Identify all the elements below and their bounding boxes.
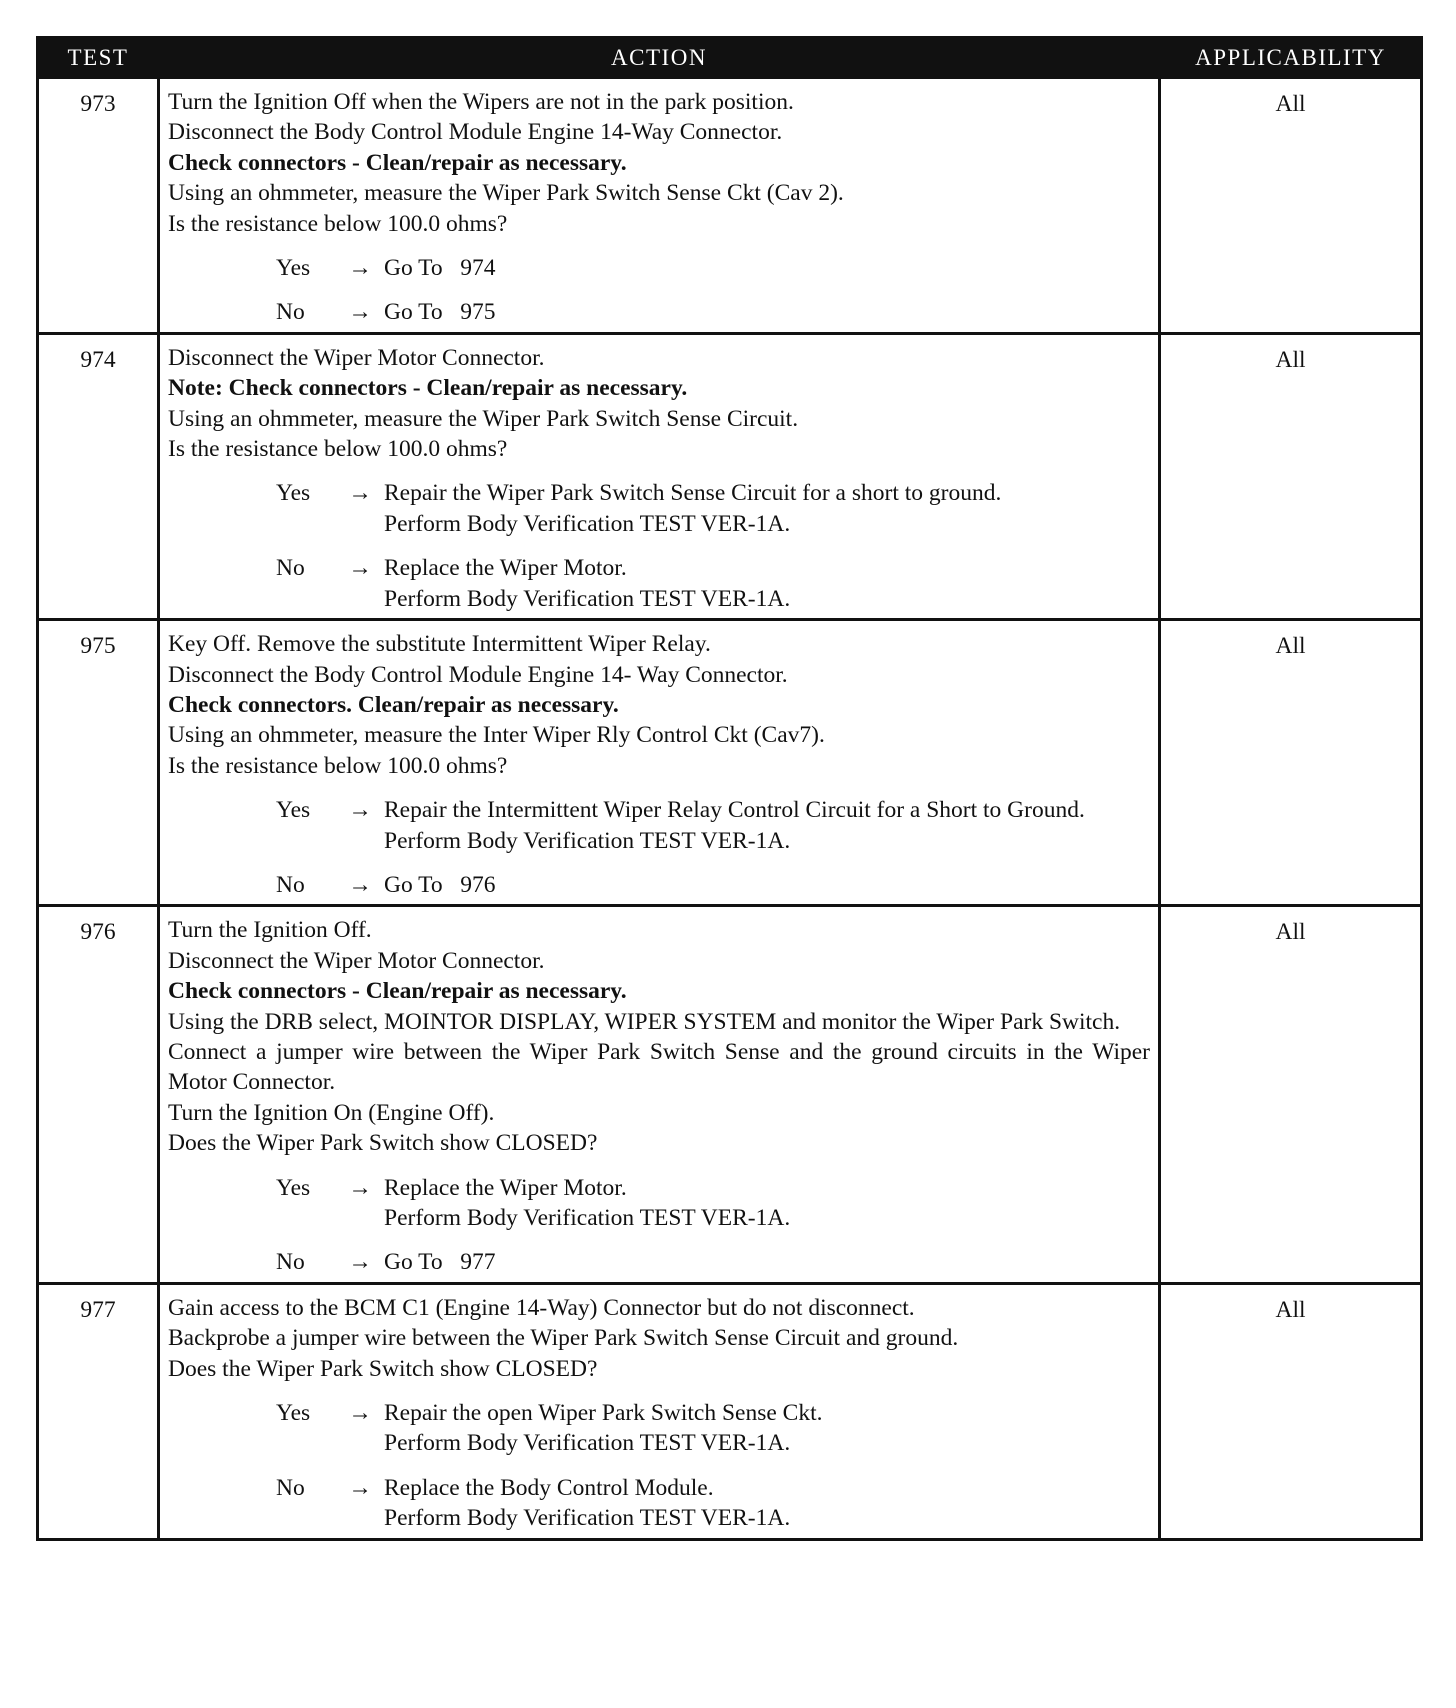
- answer-label: Yes: [276, 797, 311, 824]
- result-line: Replace the Wiper Motor.: [384, 555, 627, 582]
- outcome-result: [384, 253, 1150, 283]
- goto-link: Go To 975: [384, 299, 496, 326]
- arrow-right-icon: →: [348, 1400, 372, 1427]
- test-number: 974: [38, 333, 159, 619]
- table-row: [38, 333, 1422, 619]
- action-step: Is the resistance below 100.0 ohms?: [168, 752, 508, 779]
- action-step: Turn the Ignition Off.: [168, 917, 372, 944]
- outcome-no: [168, 553, 1150, 614]
- result-line: Repair the Intermittent Wiper Relay Control Circuit for a Short to Ground.: [384, 797, 1085, 824]
- outcome-yes: [168, 1173, 1150, 1234]
- outcomes: [168, 1173, 1150, 1278]
- action-instructions: [168, 1293, 1150, 1384]
- action-step: Turn the Ignition On (Engine Off).: [168, 1099, 495, 1126]
- action-step: Key Off. Remove the substitute Intermittent Wiper Relay.: [168, 631, 711, 658]
- diagnostic-test-table: [36, 36, 1423, 1541]
- outcome-yes: [168, 795, 1150, 856]
- table-row: [38, 620, 1422, 906]
- test-number: 975: [38, 620, 159, 906]
- action-step: Does the Wiper Park Switch show CLOSED?: [168, 1130, 598, 1157]
- outcome-no: [168, 1473, 1150, 1534]
- action-cell: [159, 1283, 1160, 1539]
- outcome-yes: [168, 253, 1150, 283]
- action-step: Is the resistance below 100.0 ohms?: [168, 436, 508, 463]
- action-step: Does the Wiper Park Switch show CLOSED?: [168, 1355, 598, 1382]
- action-step: Disconnect the Wiper Motor Connector.: [168, 947, 545, 974]
- answer-label: Yes: [276, 1174, 311, 1201]
- goto-link: Go To 976: [384, 871, 496, 898]
- test-number: 976: [38, 906, 159, 1283]
- action-instructions: [168, 87, 1150, 239]
- applicability-value: All: [1160, 620, 1422, 906]
- outcome-result: [384, 795, 1150, 856]
- applicability-value: All: [1160, 333, 1422, 619]
- table-body: [38, 78, 1422, 1540]
- action-step: Using an ohmmeter, measure the Wiper Park Switch Sense Ckt (Cav 2).: [168, 180, 844, 207]
- answer-label: No: [276, 299, 305, 326]
- table-header-row: [38, 38, 1422, 78]
- outcomes: [168, 253, 1150, 328]
- test-number: 973: [38, 78, 159, 334]
- outcomes: [168, 478, 1150, 614]
- table-row: [38, 1283, 1422, 1539]
- result-line: Perform Body Verification TEST VER-1A.: [384, 1430, 791, 1457]
- outcome-result: [384, 297, 1150, 327]
- test-number: 977: [38, 1283, 159, 1539]
- result-line: Perform Body Verification TEST VER-1A.: [384, 510, 791, 537]
- result-line: Repair the open Wiper Park Switch Sense Ckt.: [384, 1400, 823, 1427]
- answer-label: No: [276, 555, 305, 582]
- applicability-value: All: [1160, 906, 1422, 1283]
- header-action: ACTION: [159, 38, 1160, 78]
- outcome-result: [384, 1473, 1150, 1534]
- applicability-value: All: [1160, 78, 1422, 334]
- action-note: Note: Check connectors - Clean/repair as necessary.: [168, 375, 688, 402]
- goto-link: Go To 974: [384, 255, 496, 282]
- result-line: Perform Body Verification TEST VER-1A.: [384, 1505, 791, 1532]
- outcome-result: [384, 870, 1150, 900]
- result-line: Perform Body Verification TEST VER-1A.: [384, 1205, 791, 1231]
- arrow-right-icon: →: [348, 255, 372, 282]
- arrow-right-icon: →: [348, 555, 372, 582]
- outcome-result: [384, 1398, 1150, 1459]
- action-cell: [159, 906, 1160, 1283]
- action-step: Disconnect the Body Control Module Engine 14- Way Connector.: [168, 661, 788, 688]
- action-instructions: [168, 629, 1150, 781]
- action-cell: [159, 620, 1160, 906]
- arrow-right-icon: →: [348, 1249, 372, 1276]
- outcome-no: [168, 870, 1150, 900]
- action-cell: [159, 78, 1160, 334]
- applicability-value: All: [1160, 1283, 1422, 1539]
- arrow-right-icon: →: [348, 1174, 372, 1201]
- outcome-no: [168, 297, 1150, 327]
- result-line: Repair the Wiper Park Switch Sense Circuit for a short to ground.: [384, 480, 1002, 507]
- action-step: Using an ohmmeter, measure the Inter Wiper Rly Control Ckt (Cav7).: [168, 722, 825, 749]
- answer-label: Yes: [276, 255, 311, 282]
- action-step: Is the resistance below 100.0 ohms?: [168, 210, 508, 237]
- table-row: [38, 906, 1422, 1283]
- action-step: Disconnect the Body Control Module Engine 14-Way Connector.: [168, 119, 783, 146]
- action-step: Turn the Ignition Off when the Wipers are not in the park position.: [168, 89, 794, 115]
- action-instructions: [168, 343, 1150, 465]
- outcome-yes: [168, 478, 1150, 539]
- action-step: Disconnect the Wiper Motor Connector.: [168, 344, 545, 371]
- action-step: Using an ohmmeter, measure the Wiper Park Switch Sense Circuit.: [168, 405, 799, 432]
- arrow-right-icon: →: [348, 1474, 372, 1501]
- action-step: Using the DRB select, MOINTOR DISPLAY, WIPER SYSTEM and monitor the Wiper Park Switch.: [168, 1008, 1121, 1035]
- answer-label: No: [276, 1474, 305, 1501]
- action-step: Connect a jumper wire between the Wiper Park Switch Sense and the ground circuits in the Wiper Motor Connector.: [168, 1038, 1150, 1096]
- answer-label: No: [276, 1249, 305, 1276]
- action-step: Gain access to the BCM C1 (Engine 14-Way) Connector but do not disconnect.: [168, 1294, 915, 1321]
- action-note: Check connectors - Clean/repair as necessary.: [168, 978, 627, 1005]
- table-row: [38, 78, 1422, 334]
- outcome-result: [384, 1247, 1150, 1277]
- outcome-no: [168, 1247, 1150, 1277]
- action-note: Check connectors - Clean/repair as necessary.: [168, 149, 627, 176]
- outcome-result: [384, 478, 1150, 539]
- action-instructions: [168, 915, 1150, 1158]
- answer-label: Yes: [276, 1400, 311, 1427]
- action-cell: [159, 333, 1160, 619]
- action-note: Check connectors. Clean/repair as necessary.: [168, 691, 619, 718]
- outcome-yes: [168, 1398, 1150, 1459]
- action-step: Backprobe a jumper wire between the Wiper Park Switch Sense Circuit and ground.: [168, 1325, 959, 1352]
- arrow-right-icon: →: [348, 797, 372, 824]
- arrow-right-icon: →: [348, 480, 372, 507]
- outcomes: [168, 1398, 1150, 1534]
- result-line: Replace the Wiper Motor.: [384, 1174, 627, 1201]
- goto-link: Go To 977: [384, 1249, 496, 1276]
- result-line: Replace the Body Control Module.: [384, 1474, 714, 1501]
- outcome-result: [384, 553, 1150, 614]
- result-line: Perform Body Verification TEST VER-1A.: [384, 585, 791, 612]
- arrow-right-icon: →: [348, 299, 372, 326]
- header-applicability: APPLICABILITY: [1160, 38, 1422, 78]
- outcomes: [168, 795, 1150, 900]
- arrow-right-icon: →: [348, 871, 372, 898]
- answer-label: Yes: [276, 480, 311, 507]
- header-test: TEST: [38, 38, 159, 78]
- outcome-result: [384, 1173, 1150, 1234]
- answer-label: No: [276, 871, 305, 898]
- result-line: Perform Body Verification TEST VER-1A.: [384, 827, 791, 854]
